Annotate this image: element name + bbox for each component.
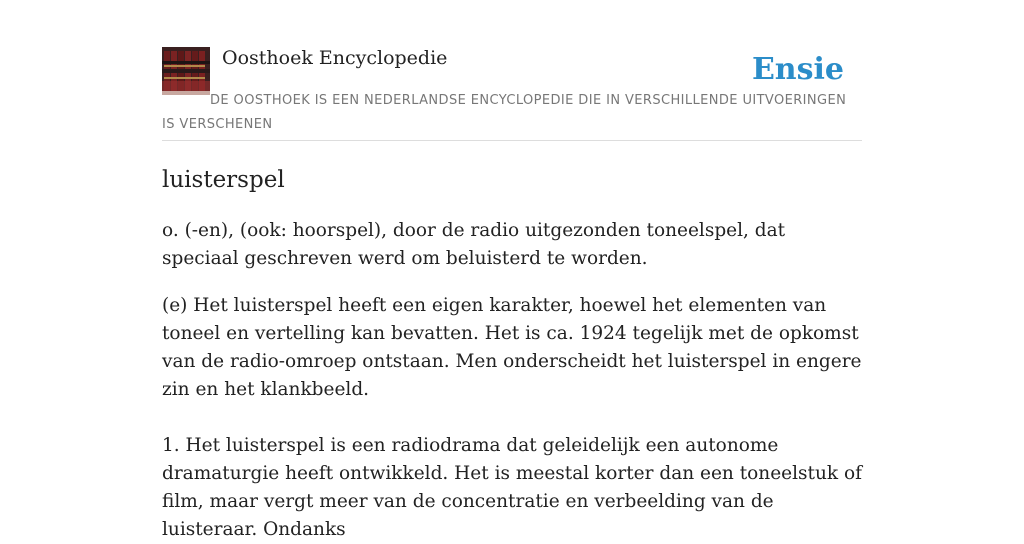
article-paragraph-3: 1. Het luisterspel is een radiodrama dat geleidelijk een autonome dramaturgie heeft ontwikkeld. Het is meestal korter dan een toneelstuk of film, maar vergt meer van de concentratie en verbeelding van de luisteraar. Ondanks (162, 435, 862, 540)
site-tagline: DE OOSTHOEK IS EEN NEDERLANDSE ENCYCLOPEDIE DIE IN VERSCHILLENDE UITVOERINGEN IS VERSCHENEN (162, 93, 847, 132)
site-header (162, 0, 862, 141)
article-title: luisterspel (162, 167, 285, 193)
page-container (162, 0, 862, 544)
books-image (162, 47, 210, 95)
site-avatar-icon[interactable] (162, 47, 210, 95)
site-title[interactable]: Oosthoek Encyclopedie (222, 47, 448, 69)
article (162, 163, 862, 544)
article-paragraph-2: (e) Het luisterspel heeft een eigen karakter, hoewel het elementen van toneel en vertelling kan bevatten. Het is ca. 1924 tegelijk met de opkomst van de radio-omroep ontstaan. Men onderscheidt het luisterspel in engere zin en het klankbeeld. (162, 295, 862, 400)
article-paragraph-1: o. (-en), (ook: hoorspel), door de radio uitgezonden toneelspel, dat speciaal geschreven werd om beluisterd te worden. (162, 220, 786, 269)
brand-logo[interactable]: Ensie (751, 52, 844, 87)
